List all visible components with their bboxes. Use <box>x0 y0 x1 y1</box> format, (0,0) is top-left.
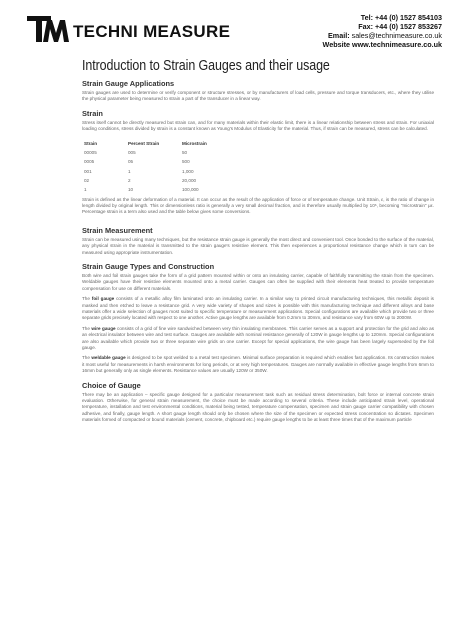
table-header: Microstrain <box>182 140 207 146</box>
website-line: Website www.technimeasure.co.uk <box>322 40 442 49</box>
term-foil-gauge: foil gauge <box>91 296 115 302</box>
table-cell: 00005 <box>84 149 97 155</box>
paragraph-measurement: Strain can be measured using many techniques, but the resistance strain gauge is generally the most direct and convenient tool. Once bonded to the surface of the material, any physical strain in the material is transmitted to the strain gauge's resistive element. This then experiences a proportional resistance change which in turn can be measured using appropriate instrumentation. <box>82 236 434 255</box>
table-header-row <box>84 139 215 148</box>
email-link[interactable]: sales@technimeasure.co.uk <box>351 31 442 40</box>
paragraph-choice: There may be an application – specific gauge designed for a particular measurement task such as residual stress determination, bolt force or internal concrete strain evaluation. Otherwise, for general strain measurement, the choice must be made according to several criteria. These include anticipated strain level, operational temperature, installation and test environmental conditions, material being tested, temperature compensation, specimen and strain gauge carrier compatibility with chosen adhesive, and finally, gauge length. A short gauge length should only be chosen where the size of the specimen or expected stress concentration so dictates. Specimen materials formed of compacted or bound materials (cement, concrete, chipboard etc.) require gauge lengths to be at least three times that of the maximum particle <box>82 391 434 423</box>
table-row <box>84 185 215 194</box>
strain-conversion-table <box>84 139 215 195</box>
logo-text: TECHNI MEASURE <box>73 22 231 41</box>
table-cell: 05 <box>128 159 134 165</box>
paragraph-strain: Stress itself cannot be directly measured but strain can, and for many materials within their elastic limit, there is a linear relationship between stress and strain. For uniaxial loading conditions, stress divided by strain is a constant known as Young's Modulus of Elasticity for the material. Thus, if strain can be measured, stress can be calculated. <box>82 119 434 132</box>
table-row <box>84 148 215 157</box>
table-cell: 500 <box>182 159 190 165</box>
table-cell: 0005 <box>84 159 95 165</box>
phone-line: Tel: +44 (0) 1527 854103 <box>360 13 442 22</box>
table-cell: 100,000 <box>182 187 199 193</box>
table-cell: 02 <box>84 177 90 183</box>
table-header: Strain <box>84 140 98 146</box>
term-wire-gauge: wire gauge <box>91 325 116 331</box>
paragraph-strain-definition: Strain is defined as the linear deformation of a material. It can occur as the result of the application of force or of temperature change. Unit Strain, ε, is the ratio of change in length divided by original length. This or dimensionless ratio is generally a very small decimal fraction, and is therefore usually multiplied by 10⁶, becoming "microstrain" με. Percentage strain is a term also used and the table below gives some conversions. <box>82 196 434 215</box>
paragraph-types: Both wire and foil strain gauges take the form of a grid pattern mounted within or onto an insulating carrier, capable of faithfully transmitting the strain from the specimen. Weldable gauges have their resistive elements mounted onto a metal carrier. Gauges can often be supplied with their elements heat treated to provide temperature compensation for use on different materials. <box>82 272 434 291</box>
paragraph-applications: Strain gauges are used to determine or verify component or structure stresses, or by manufacturers of load cells, pressure and torque transducers, etc., where they utilise the physical parameter being measured to strain a part of the transducer in a linear way. <box>82 90 434 102</box>
table-cell: 005 <box>128 149 136 155</box>
table-cell: 1 <box>128 168 131 174</box>
company-logo <box>27 16 230 42</box>
table-row <box>84 157 215 166</box>
paragraph-foil-gauge: The foil gauge consists of a metallic alloy film laminated onto an insulating carrier. In a similar way to printed circuit manufacturing techniques, this metallic deposit is masked and then etched to leave a resistance grid. A very wide variety of shapes and sizes is possible with this manufacturing technique and different alloys and base materials offer a wide selection of gauges most suited to specific temperature or measurement applications. Special configurations are available which provide two or three separate grids precisely located with respect to one another. Active gauge lengths are available from 0.2mm to 30mm, and resistance vary from 60W up to 2000W. <box>82 296 434 321</box>
table-row <box>84 176 215 185</box>
phone-number[interactable]: +44 (0) 1527 854103 <box>375 13 442 22</box>
heading-types: Strain Gauge Types and Construction <box>82 261 215 271</box>
paragraph-wire-gauge: The wire gauge consists of a grid of fine wire sandwiched between very thin insulating membranes. This carrier serves as a support and protection for the grid and also as an electrical insulator between wire and test surface. Gauges are available with nominal resistance generally of 120W in gauge lengths up to 120mm. Special configurations are also available which provide two or three separate wire grids on one carrier. Except for special applications, the wire gauge has been largely superseded by the foil gauge. <box>82 325 434 350</box>
term-weldable-gauge: weldable gauge <box>91 355 126 361</box>
table-cell: 1 <box>84 187 87 193</box>
contact-info <box>323 13 442 49</box>
heading-measurement: Strain Measurement <box>82 225 153 235</box>
table-cell: 10 <box>128 187 134 193</box>
heading-applications: Strain Gauge Applications <box>82 79 175 88</box>
tm-logo-icon <box>27 16 71 42</box>
table-cell: 1,000 <box>182 168 194 174</box>
heading-choice: Choice of Gauge <box>82 380 141 390</box>
table-cell: 2 <box>128 177 131 183</box>
table-row <box>84 166 215 175</box>
fax-number: +44 (0) 1527 853267 <box>375 22 442 31</box>
table-cell: 20,000 <box>182 177 197 183</box>
page-title: Introduction to Strain Gauges and their usage <box>82 58 330 74</box>
document-body <box>82 58 434 424</box>
table-cell: 50 <box>182 149 188 155</box>
table-cell: 001 <box>84 168 92 174</box>
paragraph-weldable-gauge: The weldable gauge is designed to be spot welded to a metal test specimen. Minimal surface preparation is required which enables fast application. Its construction makes it most useful for measurements in harsh environments for long periods, or at very high temperatures. Gauges are normally available in effective gauge lengths from 6mm to 16mm but generally only as single elements. Resistance values are usually 120W or 350W. <box>82 355 434 374</box>
table-header: Percent Strain <box>128 140 160 146</box>
fax-line: Fax: +44 (0) 1527 853267 <box>358 22 442 31</box>
website-link[interactable]: www.technimeasure.co.uk <box>351 40 442 49</box>
heading-strain: Strain <box>82 108 103 118</box>
email-line: Email: sales@technimeasure.co.uk <box>328 31 442 40</box>
